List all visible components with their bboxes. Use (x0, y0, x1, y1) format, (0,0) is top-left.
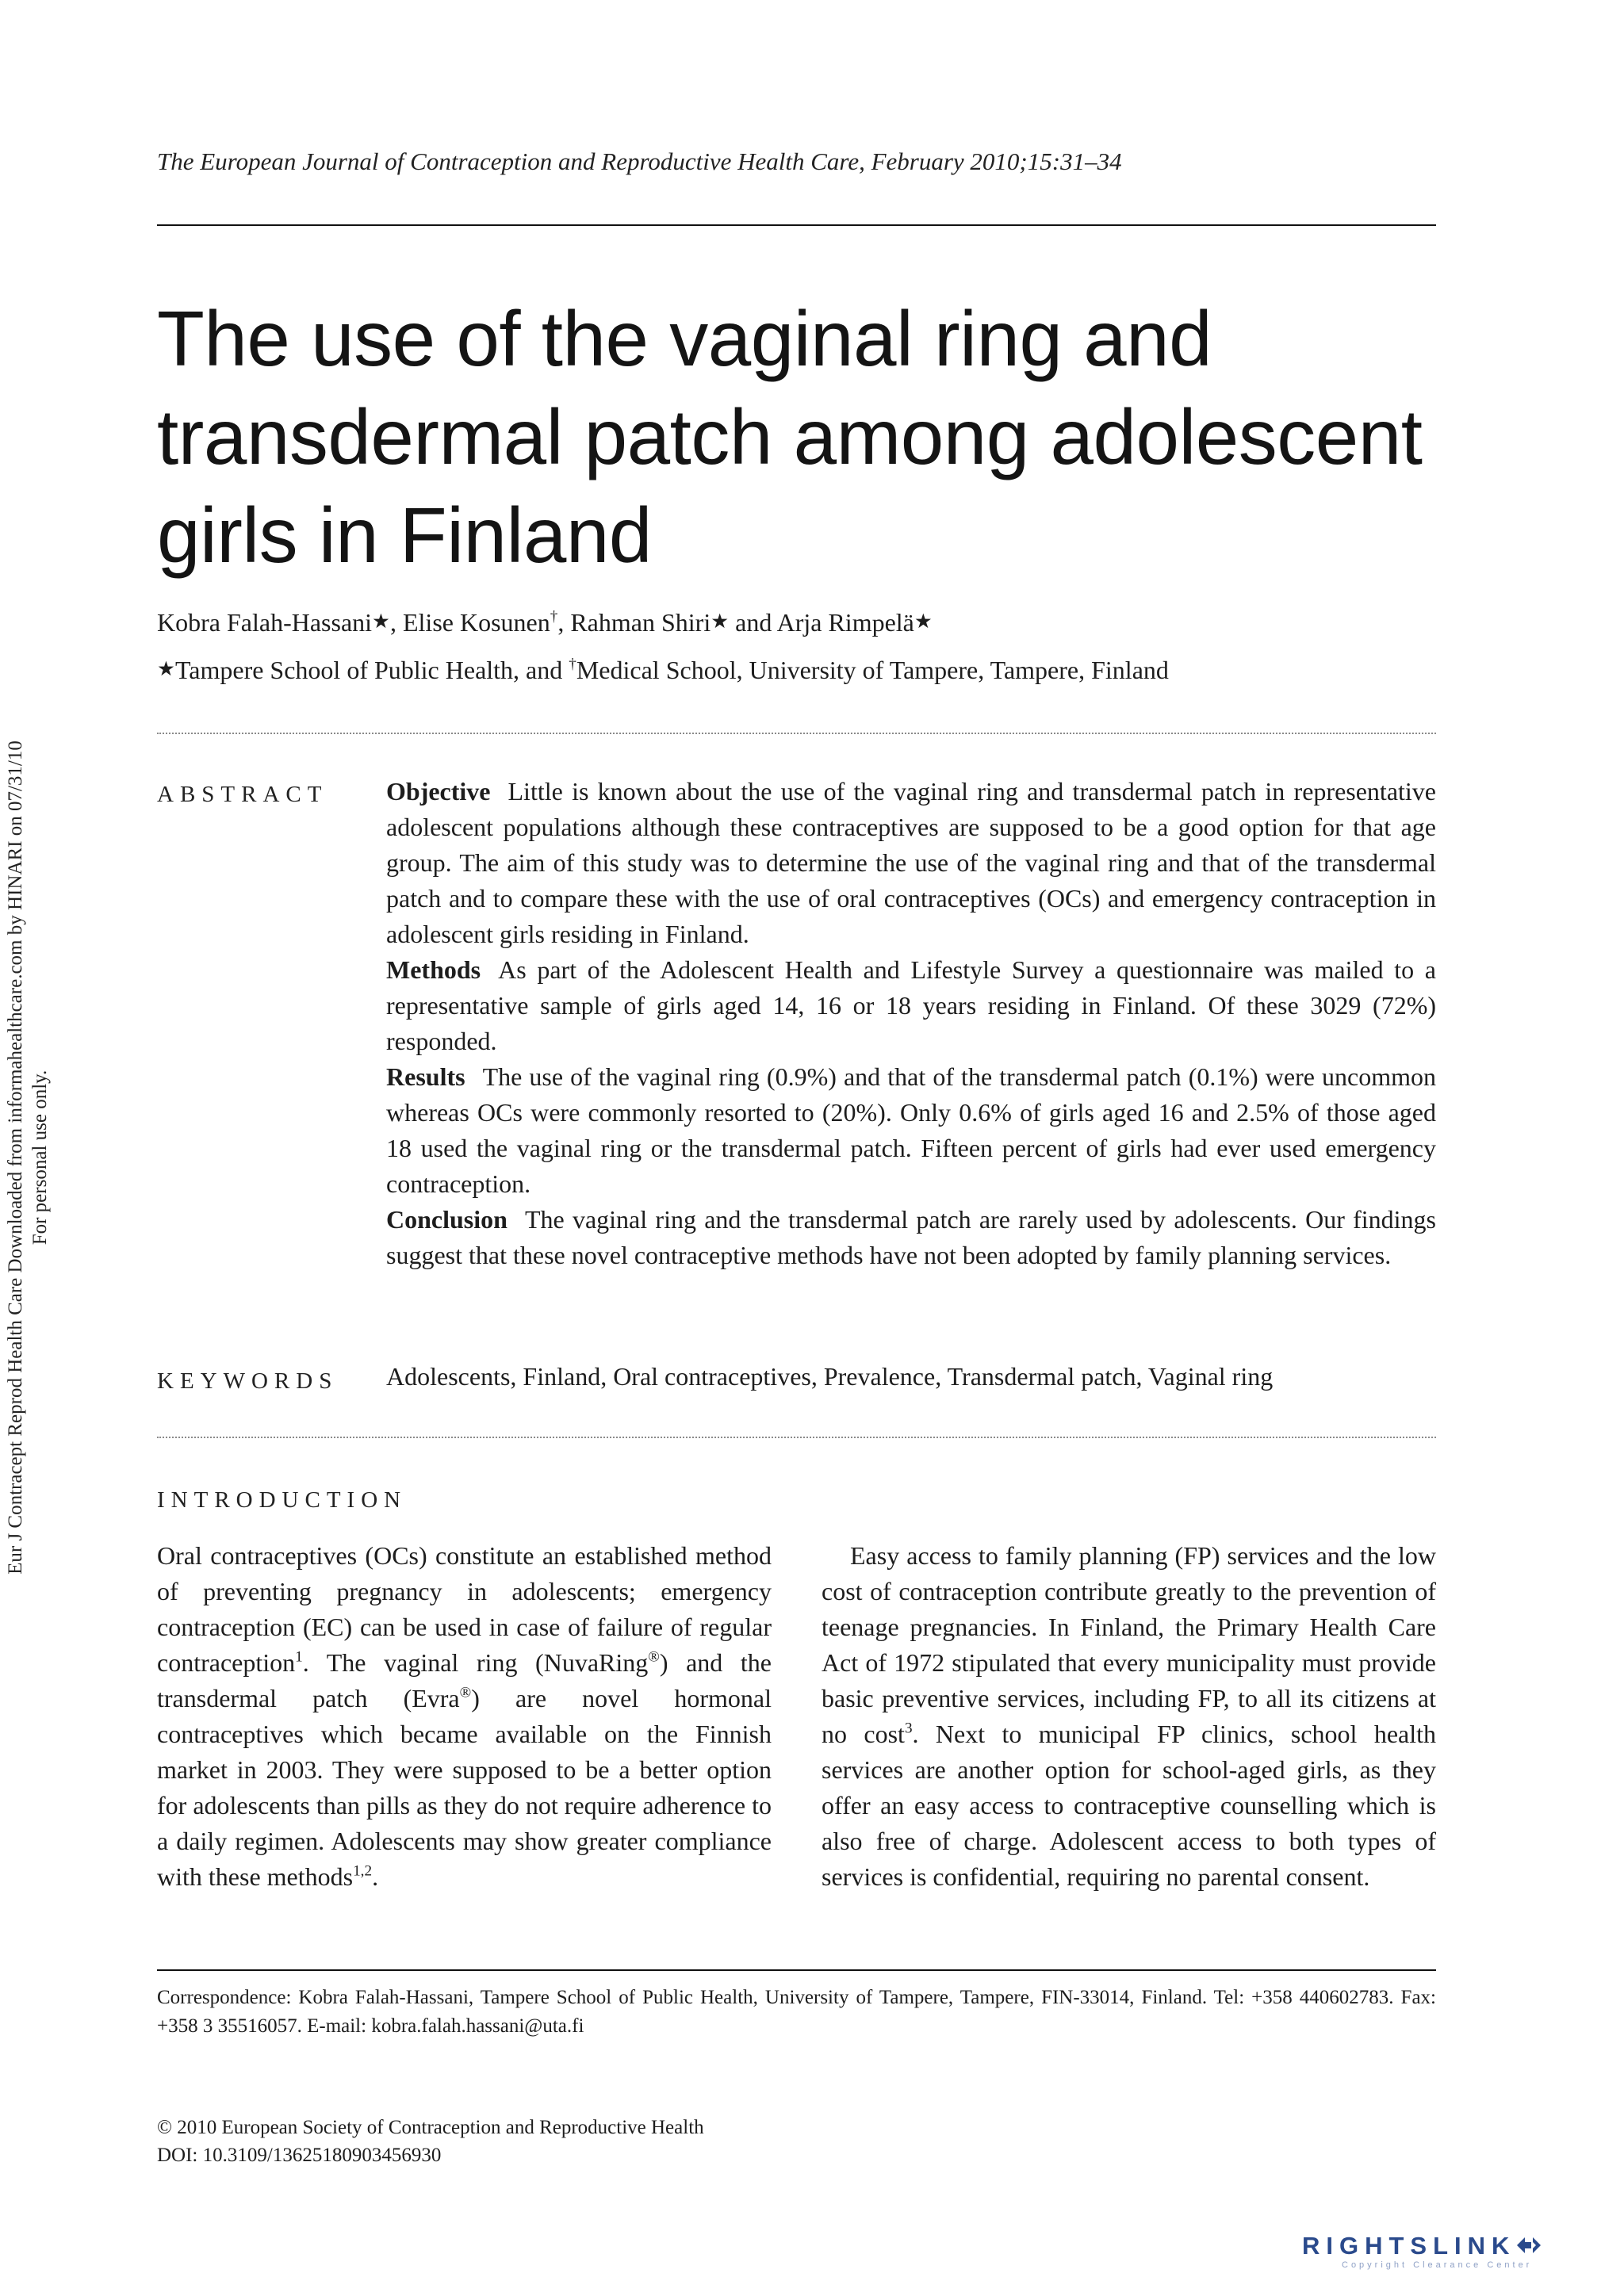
doi: DOI: 10.3109/13625180903456930 (157, 2145, 442, 2166)
author-list: Kobra Falah-Hassani★, Elise Kosunen†, Rahman Shiri★ and Arja Rimpelä★ (157, 608, 933, 637)
download-watermark: Eur J Contracept Reprod Health Care Downloaded from informahealthcare.com by HINARI on 07/31/10 For personal use only. (5, 740, 51, 1575)
abstract-conclusion: Conclusion The vaginal ring and the transdermal patch are rarely used by adolescents. Our findings suggest that these novel contraceptive methods have not been adopted by family planning services. (386, 1205, 1436, 1269)
methods-heading: Methods (386, 955, 481, 984)
intro-column-right (822, 1538, 1436, 1895)
registered-mark: ® (459, 1684, 472, 1701)
keywords-text: Adolescents, Finland, Oral contraceptives, Prevalence, Transdermal patch, Vaginal ring (386, 1362, 1274, 1391)
affiliations: ★Tampere School of Public Health, and †Medical School, University of Tampere, Tampere, Finland (157, 656, 1169, 684)
header-rule (157, 224, 1436, 226)
footer-rule (157, 1969, 1436, 1971)
citation-ref[interactable]: 1,2 (353, 1862, 373, 1880)
conclusion-heading: Conclusion (386, 1205, 508, 1234)
author-name: Kobra Falah-Hassani (157, 608, 373, 637)
abstract-results: Results The use of the vaginal ring (0.9%) and that of the transdermal patch (0.1%) were uncommon whereas OCs were commonly resorted to (20%). Only 0.6% of girls aged 16 and 2.5% of those aged 18 used the vaginal ring or the transdermal patch. Fifteen percent of girls had ever used emergency contraception. (386, 1062, 1436, 1198)
abstract-body (386, 774, 1436, 1273)
dagger-marker: † (550, 608, 558, 626)
abstract-label: ABSTRACT (157, 782, 328, 807)
results-heading: Results (386, 1062, 465, 1091)
rightslink-arrow-icon (1512, 2233, 1544, 2257)
correspondence-note: Correspondence: Kobra Falah-Hassani, Tampere School of Public Health, University of Tampere, Tampere, FIN-33014, Finland. Tel: +358 440602783. Fax: +358 3 35516057. E-mail: kobra.falah.hassani@uta.fi (157, 1987, 1436, 2037)
author-name: Arja Rimpelä (776, 608, 914, 637)
star-marker: ★ (710, 610, 730, 633)
rightslink-subtext: Copyright Clearance Center (1342, 2260, 1533, 2270)
introduction-heading: INTRODUCTION (157, 1487, 408, 1513)
article-title (157, 289, 1457, 584)
title-line: girls in Finland (157, 492, 652, 579)
objective-heading: Objective (386, 777, 491, 806)
dotted-divider (157, 1437, 1436, 1438)
intro-paragraph: Easy access to family planning (FP) services and the low cost of contraception contribute greatly to the prevention of teenage pregnancies. In Finland, the Primary Health Care Act of 1972 stipulated that every municipality must provide basic preventive services, including FP, to all its citizens at no cost$^3$. Next to municipal FP clinics, school health services are another option for school-aged girls, as they offer an easy access to contraceptive counselling which is also free of charge. Adolescent access to both types of services is confidential, requiring no parental consent. (822, 1541, 1436, 1891)
intro-column-left (157, 1538, 772, 1895)
rightslink-wordmark: RIGHTSLINK (1302, 2232, 1611, 2260)
citation-ref[interactable]: 1 (295, 1648, 303, 1666)
dagger-marker: † (569, 656, 576, 673)
abstract-objective: Objective Little is known about the use of the vaginal ring and transdermal patch in representative adolescent populations although these contraceptives are supposed to be a good option for that age group. The aim of this study was to determine the use of the vaginal ring and that of the transdermal patch and to compare these with the use of oral contraceptives (OCs) and emergency contraception in adolescent girls residing in Finland. (386, 777, 1436, 948)
copyright-notice: © 2010 European Society of Contraception and Reproductive Health (157, 2117, 704, 2138)
copyright-block (157, 2114, 704, 2169)
registered-mark: ® (648, 1648, 660, 1666)
title-line: The use of the vaginal ring and (157, 295, 1212, 382)
rightslink-logo[interactable] (1302, 2232, 1611, 2281)
abstract-methods: Methods As part of the Adolescent Health and Lifestyle Survey a questionnaire was mailed to a representative sample of girls aged 14, 16 or 18 years residing in Finland. Of these 3029 (72%) responded. (386, 955, 1436, 1055)
journal-header: The European Journal of Contraception and Reproductive Health Care, February 2010;15:31–34 (157, 147, 1122, 175)
title-line: transdermal patch among adolescent (157, 393, 1423, 480)
keywords-label: KEYWORDS (157, 1368, 339, 1394)
star-marker: ★ (372, 610, 390, 633)
star-marker: ★ (157, 657, 175, 680)
star-marker: ★ (914, 610, 933, 633)
author-name: Rahman Shiri (570, 608, 711, 637)
dotted-divider (157, 733, 1436, 734)
author-name: Elise Kosunen (402, 608, 550, 637)
intro-paragraph: Oral contraceptives (OCs) constitute an established method of preventing pregnancy in adolescents; emergency contraception (EC) can be used in case of failure of regular contraception$^1$. The vaginal ring (NuvaRing®) and the transdermal patch (Evra®) are novel hormonal contraceptives which became available on the Finnish market in 2003. They were supposed to be a better option for adolescents than pills as they do not require adherence to a daily regimen. Adolescents may show greater compliance with these methods$^{1,2}$. (157, 1541, 772, 1891)
citation-ref[interactable]: 3 (904, 1720, 913, 1737)
